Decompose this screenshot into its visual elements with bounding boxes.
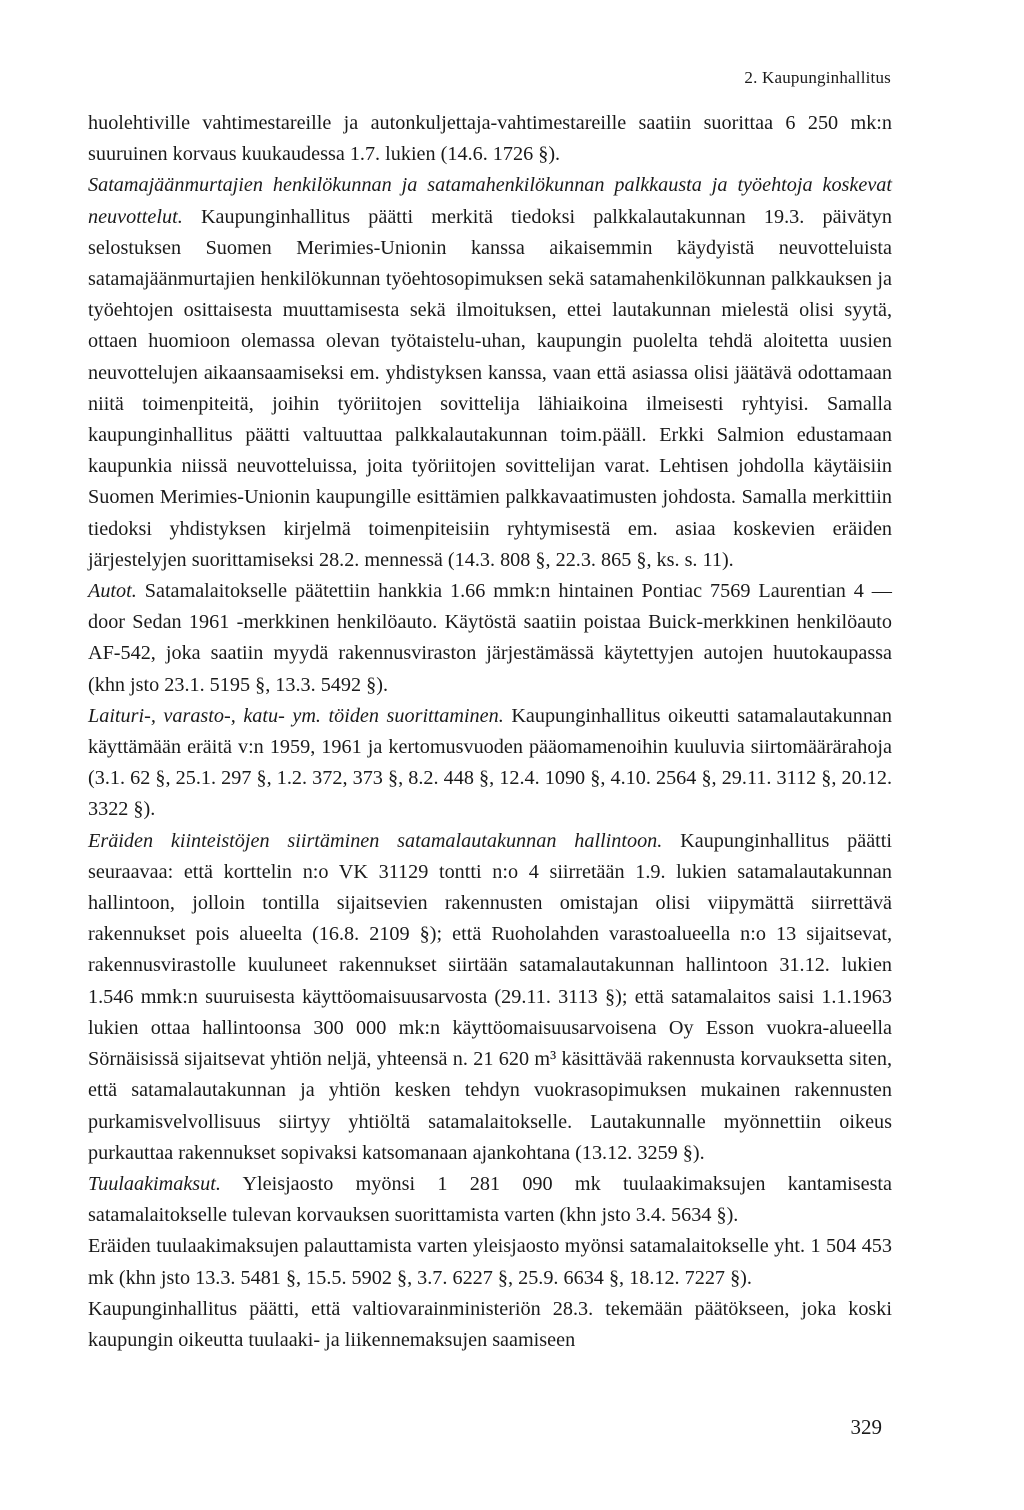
paragraph-8 xyxy=(88,1294,892,1356)
section-heading-autot: Autot. xyxy=(88,580,137,603)
paragraph-text: Kaupunginhallitus päätti, että valtiovarainministeriön 28.3. tekemään päätökseen, joka koski kaupungin oikeutta tuulaaki- ja liikennemaksujen saamiseen xyxy=(88,1297,892,1351)
running-head: 2. Kaupunginhallitus xyxy=(744,68,891,87)
paragraph-3 xyxy=(88,576,892,701)
paragraph-4 xyxy=(88,701,892,826)
paragraph-7 xyxy=(88,1231,892,1293)
paragraph-1 xyxy=(88,108,892,170)
paragraph-2 xyxy=(88,170,892,576)
page-number: 329 xyxy=(850,1415,882,1439)
section-heading-tuulaakimaksut: Tuulaakimaksut. xyxy=(88,1172,221,1195)
paragraph-6 xyxy=(88,1169,892,1231)
paragraph-text: Kaupunginhallitus päätti merkitä tiedoksi palkkalautakunnan 19.3. päivätyn selostuksen Suomen Merimies-Unionin kanssa aikaisemmin käydyistä neuvotteluista satamajäänmurtajien henkilökunnan työehtosopimuksen sekä satamahenkilökunnan palkkauksen ja työehtojen osittaisesta muuttamisesta sekä ilmoituksen, ettei lautakunnan mielestä olisi syytä, ottaen huomioon olemassa olevan työtaistelu-uhan, kaupungin puolelta tehdä aloitetta uusien neuvottelujen aikaansaamiseksi em. yhdistyksen kanssa, vaan että asiassa olisi jäätävä odottamaan niitä toimenpiteitä, joihin työriitojen sovittelija lähiaikoina ilmeisesti ryhtyisi. Samalla kaupunginhallitus päätti valtuuttaa palkkalautakunnan toim.pääll. Erkki Salmion edustamaan kaupunkia niissä neuvotteluissa, joita työriitojen sovittelijan varat. Lehtisen johdolla käytäisiin Suomen Merimies-Unionin kaupungille esittämien palkkavaatimusten johdosta. Samalla merkittiin tiedoksi yhdistyksen kirjelmä toimenpiteisiin ryhtymisestä em. asiaa koskevien eräiden järjestelyjen suorittamiseksi 28.2. mennessä (14.3. 808 §, 22.3. 865 §, ks. s. 11). xyxy=(88,205,892,571)
section-heading-kiinteistot: Eräiden kiinteistöjen siirtäminen satamalautakunnan hallintoon. xyxy=(88,829,663,852)
section-heading-palkkaus: Satamajäänmurtajien henkilökunnan ja satamahenkilökunnan palkkausta ja työehtoja koskevat neuvottelut. xyxy=(88,174,892,228)
body-text xyxy=(88,108,892,1356)
paragraph-text: Eräiden tuulaakimaksujen palauttamista varten yleisjaosto myönsi satamalaitokselle yht. 1 504 453 mk (khn jsto 13.3. 5481 §, 15.5. 5902 §, 3.7. 6227 §, 25.9. 6634 §, 18.12. 7227 §). xyxy=(88,1235,892,1289)
paragraph-5 xyxy=(88,826,892,1169)
paragraph-text: Kaupunginhallitus päätti seuraavaa: että korttelin n:o VK 31129 tontti n:o 4 siirretään 1.9. lukien satamalautakunnan hallintoon, jolloin tontilla sijaitsevien rakennusten omistajan olisi viipymättä siirrettävä rakennukset pois alueelta (16.8. 2109 §); että Ruoholahden varastoalueella n:o 13 sijaitsevat, rakennusvirastolle kuuluneet rakennukset siirtään satamalautakunnan hallintoon 31.12. lukien 1.546 mmk:n suuruisesta käyttöomaisuusarvosta (29.11. 3113 §); että satamalaitos saisi 1.1.1963 lukien ottaa hallintoonsa 300 000 mk:n käyttöomaisuusarvoisena Oy Esson vuokra-alueella Sörnäisissä sijaitsevat yhtiön neljä, yhteensä n. 21 620 m³ käsittävää rakennusta korvauksetta siten, että satamalautakunnan ja yhtiön kesken tehdyn vuokrasopimuksen mukainen rakennusten purkamisvelvollisuus siirtyy yhtiöltä satamalaitokselle. Lautakunnalle myönnettiin oikeus purkauttaa rakennukset sopivaksi katsomanaan ajankohtana (13.12. 3259 §). xyxy=(88,829,892,1164)
section-heading-laituri: Laituri-, varasto-, katu- ym. töiden suorittaminen. xyxy=(88,704,504,727)
paragraph-text: Kaupunginhallitus oikeutti satamalautakunnan käyttämään eräitä v:n 1959, 1961 ja kertomusvuoden pääomamenoihin kuuluvia siirtomäärärahoja (3.1. 62 §, 25.1. 297 §, 1.2. 372, 373 §, 8.2. 448 §, 12.4. 1090 §, 4.10. 2564 §, 29.11. 3112 §, 20.12. 3322 §). xyxy=(88,704,892,821)
paragraph-text: Yleisjaosto myönsi 1 281 090 mk tuulaakimaksujen kantamisesta satamalaitokselle tulevan korvauksen suorittamista varten (khn jsto 3.4. 5634 §). xyxy=(88,1172,892,1227)
paragraph-text: Satamalaitokselle päätettiin hankkia 1.66 mmk:n hintainen Pontiac 7569 Laurentian 4 — door Sedan 1961 -merkkinen henkilöauto. Käytöstä saatiin poistaa Buick-merkkinen henkilöauto AF-542, joka saatiin myydä rakennusviraston järjestämässä käytettyjen autojen huutokaupassa (khn jsto 23.1. 5195 §, 13.3. 5492 §). xyxy=(88,580,892,696)
paragraph-text: huolehtiville vahtimestareille ja autonkuljettaja-vahtimestareille saatiin suorittaa 6 250 mk:n suuruinen korvaus kuukaudessa 1.7. lukien (14.6. 1726 §). xyxy=(88,112,892,166)
